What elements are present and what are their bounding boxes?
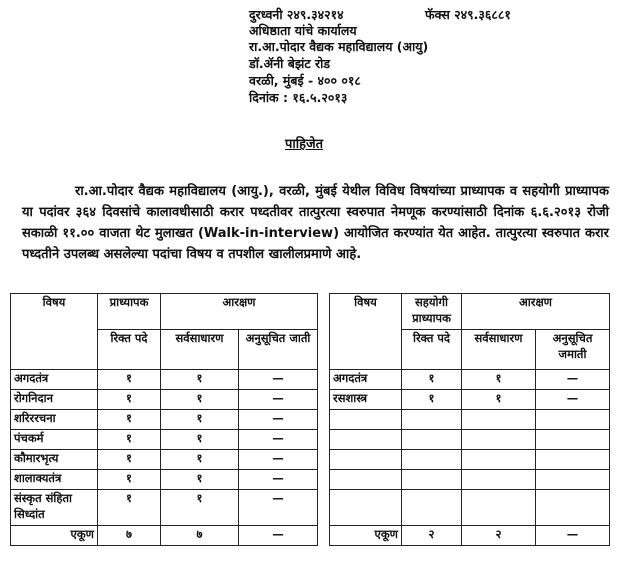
row-subject: शरिररचना <box>11 410 98 430</box>
paragraph-text: रा.आ.पोदार वैद्यक महाविद्यालय (आयु.), वरळी, मुंबई येथील विविध विषयांच्या प्राध्यापक व सहयोगी प्राध्यापक या पदांवर ३६४ दिवसांचे कालावधीसाठी करार पध्दतीवर तात्पुरत्या स्वरुपात नेमणूक करण्यांसाठी दिनांक ६.६.२०१३ रोजी सकाळी ११.०० वाजता थेट मुलाखत (Walk-in-interview) आयोजित करण्यांत येत आहेत. तात्पुरत्या स्वरुपात करार पध्दतीने उपलब्ध असलेल्या पदांचा विषय व तपशील खालीलप्रमाणे आहे. <box>22 184 609 262</box>
notice-paragraph <box>22 181 609 265</box>
fax-number: फॅक्स २४९.३६८८१ <box>425 7 511 22</box>
col-subject-header: विषय <box>330 294 402 370</box>
table-row <box>11 470 318 490</box>
table-row-empty <box>330 490 610 526</box>
office-line-city: वरळी, मुंबई - ४०० ०१८ <box>249 73 361 88</box>
row-general: १ <box>161 430 239 450</box>
office-line-college: रा.आ.पोदार वैद्यक महाविद्यालय (आयु) <box>249 39 429 54</box>
table-total-row <box>11 526 318 546</box>
row-subject: शालाक्यतंत्र <box>11 470 98 490</box>
notice-title: पाहिजेत <box>285 137 324 152</box>
row-general: १ <box>161 490 239 526</box>
table-header-row <box>330 294 610 330</box>
row-category: — <box>239 430 318 450</box>
row-vacant: १ <box>402 370 462 390</box>
col-post-header: सहयोगी प्राध्यापक <box>402 294 462 330</box>
col-post-header: प्राध्यापक <box>98 294 161 330</box>
office-line-road: डॉ.ॲनी बेझंट रोड <box>249 56 331 71</box>
row-vacant: १ <box>402 390 462 410</box>
row-category: — <box>536 390 610 410</box>
total-label: एकूण <box>11 526 98 546</box>
table-row <box>11 410 318 430</box>
col-reservation-header: आरक्षण <box>462 294 610 330</box>
row-subject: अगदतंत्र <box>11 370 98 390</box>
total-vacant: २ <box>402 526 462 546</box>
total-category: — <box>239 526 318 546</box>
table-row <box>11 390 318 410</box>
row-vacant: १ <box>98 470 161 490</box>
row-vacant: १ <box>98 370 161 390</box>
total-label: एकूण <box>330 526 402 546</box>
table-header-row <box>11 294 318 330</box>
row-subject: अगदतंत्र <box>330 370 402 390</box>
col-reservation-header: आरक्षण <box>161 294 318 330</box>
total-general: ७ <box>161 526 239 546</box>
row-subject: रसशास्त्र <box>330 390 402 410</box>
row-category: — <box>239 390 318 410</box>
total-vacant: ७ <box>98 526 161 546</box>
col-vacant-header: रिक्त पदे <box>402 330 462 370</box>
table-row-empty <box>330 410 610 430</box>
row-vacant: १ <box>98 430 161 450</box>
row-category: — <box>239 410 318 430</box>
total-general: २ <box>462 526 536 546</box>
row-subject: पंचकर्म <box>11 430 98 450</box>
col-general-header: सर्वसाधारण <box>161 330 239 370</box>
row-general: १ <box>161 470 239 490</box>
row-category: — <box>239 450 318 470</box>
professor-vacancy-table <box>10 293 318 546</box>
notice-date: दिनांक : १६.५.२०१३ <box>249 90 348 105</box>
table-row <box>11 370 318 390</box>
associate-professor-vacancy-table <box>329 293 610 546</box>
table-row <box>330 370 610 390</box>
row-vacant: १ <box>98 390 161 410</box>
row-general: १ <box>161 370 239 390</box>
row-general: १ <box>161 410 239 430</box>
row-subject: संस्कृत संहिता सिध्दांत <box>11 490 98 526</box>
table-row <box>330 390 610 410</box>
table-row-empty <box>330 450 610 470</box>
row-category: — <box>239 490 318 526</box>
row-general: १ <box>462 390 536 410</box>
row-vacant: १ <box>98 490 161 526</box>
col-category-header: अनुसूचित जमाती <box>536 330 610 370</box>
table-row <box>11 430 318 450</box>
row-subject: रोगनिदान <box>11 390 98 410</box>
row-category: — <box>536 370 610 390</box>
row-general: १ <box>462 370 536 390</box>
row-general: १ <box>161 390 239 410</box>
table-row <box>11 450 318 470</box>
table-row-empty <box>330 470 610 490</box>
total-category: — <box>536 526 610 546</box>
row-category: — <box>239 370 318 390</box>
col-vacant-header: रिक्त पदे <box>98 330 161 370</box>
row-subject: कौमारभृत्य <box>11 450 98 470</box>
table-row-empty <box>330 430 610 450</box>
col-general-header: सर्वसाधारण <box>462 330 536 370</box>
phone-number: दुरध्वनी २४९.३४२१४ <box>249 7 344 22</box>
col-subject-header: विषय <box>11 294 98 370</box>
table-row <box>11 490 318 526</box>
office-line-dean: अधिष्ठाता यांचे कार्यालय <box>249 23 357 38</box>
row-vacant: १ <box>98 410 161 430</box>
row-general: १ <box>161 450 239 470</box>
col-category-header: अनुसूचित जाती <box>239 330 318 370</box>
table-total-row <box>330 526 610 546</box>
row-category: — <box>239 470 318 490</box>
row-vacant: १ <box>98 450 161 470</box>
